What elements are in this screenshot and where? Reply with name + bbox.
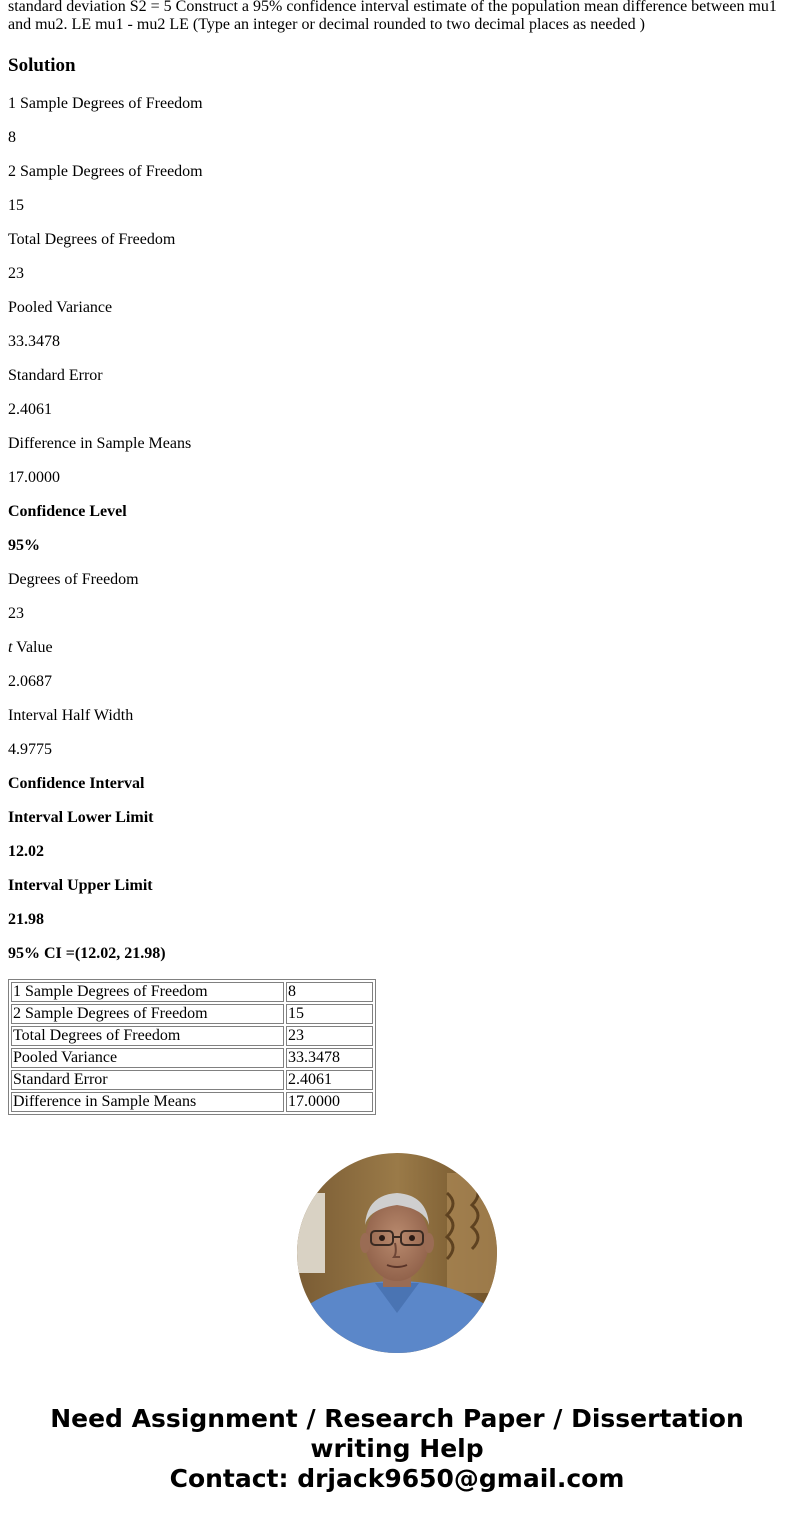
lower-limit-label: Interval Lower Limit [8,809,154,826]
pooled-variance-value: 33.3478 [8,333,60,350]
df-label: Degrees of Freedom [8,571,139,588]
cta-line-2: writing Help [310,1434,484,1463]
half-width-label: Interval Half Width [8,707,134,724]
cta-line-1: Need Assignment / Research Paper / Dissertation [50,1404,744,1433]
df2-label: 2 Sample Degrees of Freedom [8,163,203,180]
table-cell-value: 23 [286,1026,373,1046]
table-cell-label: Total Degrees of Freedom [11,1026,284,1046]
upper-limit-value: 21.98 [8,911,44,928]
table-row [11,1092,373,1112]
confidence-interval-heading: Confidence Interval [8,775,145,792]
table-row [11,1048,373,1068]
author-portrait-icon [297,1153,497,1353]
diff-means-label: Difference in Sample Means [8,435,192,452]
table-row [11,1004,373,1024]
table-row [11,1026,373,1046]
table-cell-label: Pooled Variance [11,1048,284,1068]
table-cell-value: 15 [286,1004,373,1024]
lower-limit-value: 12.02 [8,843,44,860]
table-cell-value: 2.4061 [286,1070,373,1090]
diff-means-value: 17.0000 [8,469,60,486]
df1-label: 1 Sample Degrees of Freedom [8,95,203,112]
table-row [11,1070,373,1090]
half-width-value: 4.9775 [8,741,52,758]
author-avatar [297,1153,497,1353]
standard-error-value: 2.4061 [8,401,52,418]
df2-value: 15 [8,197,24,214]
df1-value: 8 [8,129,16,146]
table-cell-value: 33.3478 [286,1048,373,1068]
cta-contact-email: Contact: drjack9650@gmail.com [169,1464,625,1493]
table-cell-label: 1 Sample Degrees of Freedom [11,982,284,1002]
table-cell-label: 2 Sample Degrees of Freedom [11,1004,284,1024]
table-cell-label: Standard Error [11,1070,284,1090]
standard-error-label: Standard Error [8,367,103,384]
t-value-label-text: Value [12,639,53,656]
confidence-level-value: 95% [8,537,40,554]
table-cell-value: 17.0000 [286,1092,373,1112]
confidence-level-label: Confidence Level [8,503,127,520]
t-value-label [8,639,53,657]
contact-banner [0,1404,794,1494]
total-df-value: 23 [8,265,24,282]
table-cell-label: Difference in Sample Means [11,1092,284,1112]
t-symbol: t [8,639,13,656]
solution-heading: Solution [8,55,76,76]
total-df-label: Total Degrees of Freedom [8,231,176,248]
upper-limit-label: Interval Upper Limit [8,877,153,894]
df-value: 23 [8,605,24,622]
pooled-variance-label: Pooled Variance [8,299,113,316]
question-text: standard deviation S2 = 5 Construct a 95% confidence interval estimate of the population mean difference between mu1 and mu2. LE mu1 - mu2 LE (Type an integer or decimal rounded to two decimal places as needed ) [8,0,777,33]
summary-table [8,979,376,1115]
ci-result: 95% CI =(12.02, 21.98) [8,945,166,962]
table-cell-value: 8 [286,982,373,1002]
table-row [11,982,373,1002]
t-value: 2.0687 [8,673,52,690]
